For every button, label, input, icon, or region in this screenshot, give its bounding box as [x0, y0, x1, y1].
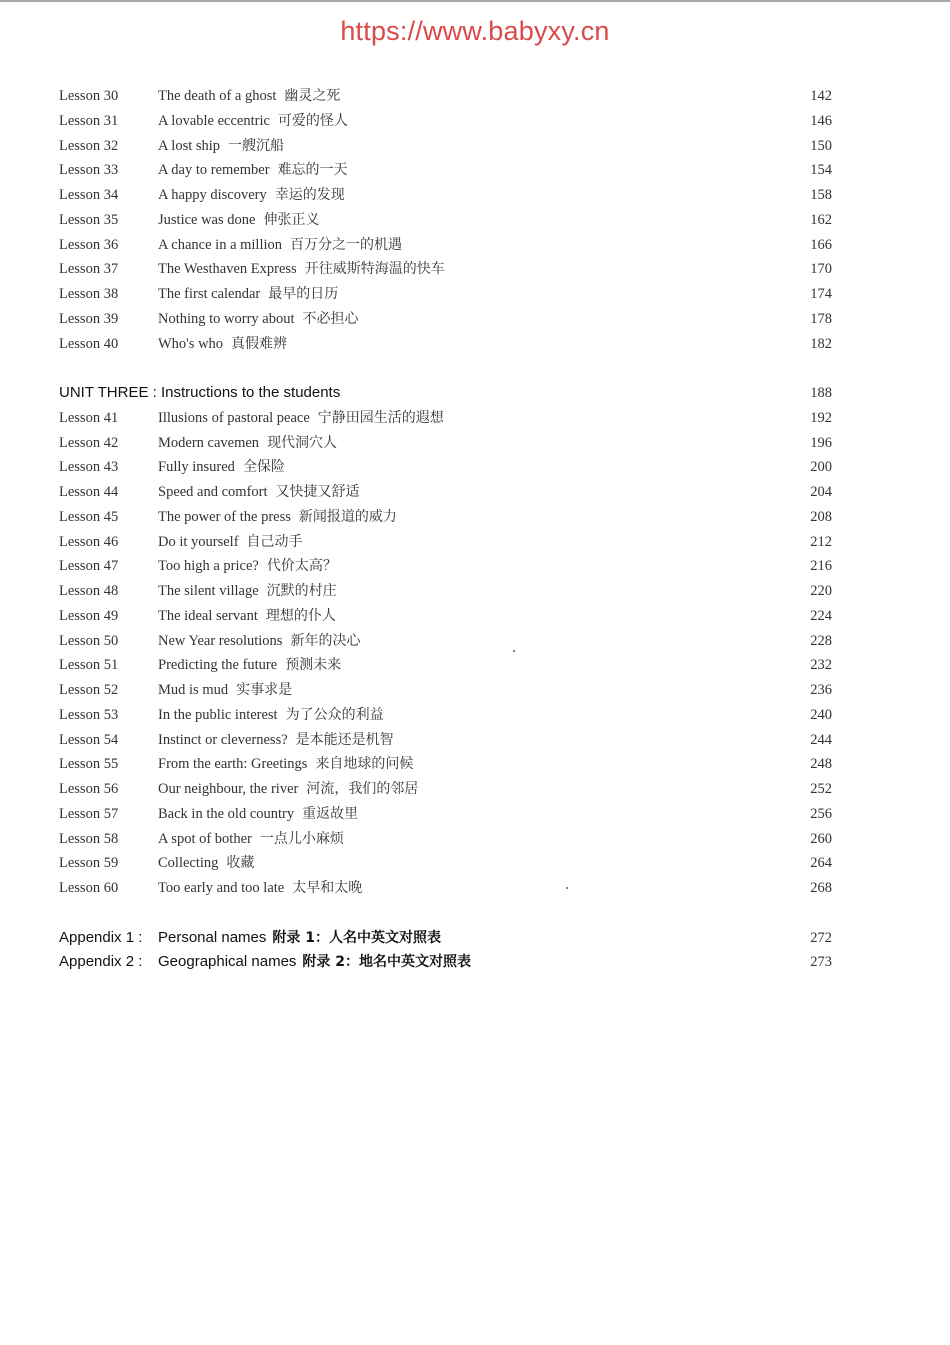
lesson-number: Lesson 57 — [59, 805, 119, 822]
appendix-row — [0, 926, 950, 951]
appendix-title-zh: 附录 1：人名中英文对照表 — [272, 929, 442, 946]
lesson-title-zh: 一点儿小麻烦 — [259, 830, 344, 847]
lesson-title-en: New Year resolutions — [158, 632, 283, 649]
spacer — [0, 356, 950, 381]
lesson-row — [0, 183, 950, 208]
page-number: 204 — [810, 484, 832, 500]
lesson-title-en: The ideal servant — [158, 607, 258, 624]
page-number: 150 — [810, 137, 832, 154]
lesson-row — [0, 109, 950, 134]
lesson-title-zh: 开往威斯特海温的快车 — [304, 261, 445, 278]
lesson-title-zh: 太早和太晚 — [292, 880, 363, 896]
lesson-row — [0, 257, 950, 282]
lesson-row — [0, 777, 950, 802]
lesson-number: Lesson 30 — [59, 88, 119, 104]
lesson-title — [158, 530, 303, 555]
lesson-title-zh: 真假难辨 — [231, 335, 288, 352]
lesson-title — [158, 183, 345, 208]
page-number: 174 — [810, 286, 832, 302]
lesson-row — [0, 678, 950, 703]
lesson-row — [0, 332, 950, 357]
lesson-title — [158, 307, 359, 332]
lesson-title — [158, 604, 336, 629]
lesson-title-zh: 可爱的怪人 — [277, 112, 348, 129]
lesson-row — [0, 629, 950, 654]
lesson-title-en: In the public interest — [158, 706, 278, 723]
lesson-number: Lesson 48 — [59, 583, 119, 599]
lesson-title — [158, 579, 337, 604]
appendix-title-en: Personal names — [158, 928, 267, 946]
lesson-row — [0, 802, 950, 827]
lesson-title — [158, 431, 337, 456]
page-number: 216 — [810, 558, 832, 575]
lesson-title — [158, 703, 384, 728]
lesson-title-en: Speed and comfort — [158, 484, 268, 500]
lesson-row — [0, 84, 950, 109]
lesson-title — [158, 777, 418, 802]
lesson-title — [158, 752, 413, 777]
lesson-title-en: A spot of bother — [158, 830, 252, 847]
lesson-title-en: Nothing to worry about — [158, 310, 295, 327]
lesson-number: Lesson 56 — [59, 781, 119, 797]
lesson-number: Lesson 50 — [59, 632, 119, 649]
appendices — [0, 926, 950, 976]
lesson-title — [158, 728, 394, 753]
lesson-row — [0, 158, 950, 183]
lesson-title-zh: 幸运的发现 — [274, 187, 345, 203]
lesson-title-zh: 沉默的村庄 — [266, 583, 337, 599]
lesson-title — [158, 554, 337, 579]
lesson-row — [0, 752, 950, 777]
lesson-row — [0, 455, 950, 480]
page-number: 192 — [810, 409, 832, 426]
lesson-title — [158, 208, 319, 233]
page-number: 272 — [810, 929, 832, 946]
page-number: 248 — [810, 756, 832, 773]
lesson-title-zh: 河流，我们的邻居 — [306, 781, 419, 797]
scan-speck — [566, 887, 568, 889]
lesson-row — [0, 530, 950, 555]
lesson-number: Lesson 35 — [59, 211, 119, 228]
lesson-title-zh: 全保险 — [242, 459, 285, 476]
lesson-title-en: A chance in a million — [158, 236, 283, 253]
lesson-row — [0, 703, 950, 728]
lesson-number: Lesson 31 — [59, 112, 119, 129]
watermark-url: https://www.babyxy.cn — [340, 16, 610, 46]
lesson-number: Lesson 33 — [59, 162, 119, 179]
lesson-number: Lesson 58 — [59, 830, 119, 847]
lesson-title — [158, 802, 358, 827]
lesson-number: Lesson 47 — [59, 558, 119, 575]
lesson-row — [0, 134, 950, 159]
lesson-row — [0, 406, 950, 431]
lesson-title-en: A lovable eccentric — [158, 112, 270, 129]
lesson-row — [0, 653, 950, 678]
lesson-row — [0, 579, 950, 604]
lesson-title-en: Our neighbour, the river — [158, 781, 299, 797]
lesson-title-en: Collecting — [158, 855, 219, 872]
lesson-number: Lesson 39 — [59, 310, 119, 327]
lesson-row — [0, 505, 950, 530]
lesson-title — [158, 827, 344, 852]
appendix-title — [158, 950, 471, 975]
lesson-number: Lesson 36 — [59, 236, 119, 253]
lesson-row — [0, 431, 950, 456]
lesson-number: Lesson 46 — [59, 533, 119, 550]
page-number: 256 — [810, 805, 832, 822]
lesson-number: Lesson 53 — [59, 706, 119, 723]
lesson-title — [158, 480, 360, 505]
page-number: 260 — [810, 830, 832, 847]
page-number: 264 — [810, 855, 832, 872]
lessons-30-40 — [0, 84, 950, 356]
lesson-title — [158, 653, 341, 678]
lesson-title-zh: 预测未来 — [285, 657, 342, 674]
lesson-title-en: Do it yourself — [158, 533, 239, 550]
lesson-title — [158, 629, 360, 654]
lesson-title-zh: 百万分之一的机遇 — [290, 236, 403, 253]
lesson-title — [158, 134, 284, 159]
lesson-title — [158, 851, 254, 876]
lesson-number: Lesson 54 — [59, 731, 119, 748]
lesson-title-en: A day to remember — [158, 162, 270, 179]
page-number: 232 — [810, 657, 832, 674]
page-number: 170 — [810, 261, 832, 278]
lesson-title-zh: 收藏 — [226, 855, 255, 872]
lesson-title — [158, 678, 292, 703]
lesson-number: Lesson 34 — [59, 187, 119, 203]
lesson-title-zh: 最早的日历 — [268, 286, 339, 302]
lesson-title-zh: 重返故里 — [302, 805, 359, 822]
page-number: 224 — [810, 607, 832, 624]
unit-page-number: 188 — [810, 385, 832, 401]
lesson-number: Lesson 59 — [59, 855, 119, 872]
page-number: 228 — [810, 632, 832, 649]
page-number: 244 — [810, 731, 832, 748]
page-number: 268 — [810, 880, 832, 896]
lesson-title-zh: 自己动手 — [246, 533, 303, 550]
lesson-title-en: Instinct or cleverness? — [158, 731, 288, 748]
page-number: 162 — [810, 211, 832, 228]
lesson-number: Lesson 52 — [59, 682, 119, 698]
page-number: 220 — [810, 583, 832, 599]
page-number: 252 — [810, 781, 832, 797]
lesson-title — [158, 332, 287, 357]
lesson-title-en: A happy discovery — [158, 187, 267, 203]
lesson-row — [0, 233, 950, 258]
lesson-title-zh: 伸张正义 — [263, 211, 320, 228]
lesson-title-zh: 代价太高？ — [266, 558, 337, 575]
lesson-title-en: The Westhaven Express — [158, 261, 297, 278]
top-rule — [0, 0, 950, 2]
lesson-title — [158, 109, 348, 134]
appendix-title-en: Geographical names — [158, 953, 297, 971]
lesson-title — [158, 876, 362, 901]
page-number: 154 — [810, 162, 832, 179]
page-number: 273 — [810, 954, 832, 971]
page-number: 212 — [810, 533, 832, 550]
lesson-row — [0, 282, 950, 307]
lesson-title-en: Mud is mud — [158, 682, 229, 698]
lesson-number: Lesson 38 — [59, 286, 119, 302]
lesson-title-en: Modern cavemen — [158, 434, 260, 451]
lesson-title-zh: 不必担心 — [302, 310, 359, 327]
lesson-title-zh: 理想的仆人 — [265, 607, 336, 624]
lesson-title — [158, 233, 402, 258]
lesson-title-zh: 幽灵之死 — [284, 88, 341, 104]
lesson-number: Lesson 42 — [59, 434, 119, 451]
unit-label: UNIT THREE : Instructions to the students — [59, 384, 341, 401]
lesson-number: Lesson 37 — [59, 261, 119, 278]
lesson-title-en: Who's who — [158, 335, 224, 352]
lesson-number: Lesson 51 — [59, 657, 119, 674]
lesson-title-en: Predicting the future — [158, 657, 278, 674]
page-number: 158 — [810, 187, 832, 203]
unit-three-heading — [0, 381, 950, 406]
lesson-title — [158, 257, 445, 282]
lesson-number: Lesson 43 — [59, 459, 119, 476]
lesson-row — [0, 554, 950, 579]
lesson-title-zh: 宁静田园生活的遐想 — [317, 409, 444, 426]
lesson-title-en: From the earth: Greetings — [158, 756, 308, 773]
lesson-title-en: Fully insured — [158, 459, 235, 476]
lesson-title-zh: 一艘沉船 — [228, 137, 285, 154]
lesson-number: Lesson 45 — [59, 508, 119, 525]
lesson-title-en: The power of the press — [158, 508, 291, 525]
appendix-label: Appendix 1 : — [59, 928, 143, 946]
lesson-title-en: Back in the old country — [158, 805, 295, 822]
lesson-title-zh: 为了公众的利益 — [285, 706, 384, 723]
lesson-row — [0, 728, 950, 753]
lesson-title-en: Illusions of pastoral peace — [158, 409, 310, 426]
lesson-title-zh: 实事求是 — [236, 682, 293, 698]
lesson-number: Lesson 44 — [59, 484, 119, 500]
page-number: 208 — [810, 508, 832, 525]
lesson-title-en: A lost ship — [158, 137, 221, 154]
page-number: 200 — [810, 459, 832, 476]
lesson-title — [158, 158, 348, 183]
page-number: 178 — [810, 310, 832, 327]
page-number: 166 — [810, 236, 832, 253]
lesson-title-en: Justice was done — [158, 211, 256, 228]
appendix-title — [158, 926, 441, 951]
lesson-row — [0, 307, 950, 332]
page-number: 236 — [810, 682, 832, 698]
lesson-number: Lesson 55 — [59, 756, 119, 773]
appendix-title-zh: 附录 2：地名中英文对照表 — [302, 954, 472, 971]
lesson-row — [0, 851, 950, 876]
lesson-title-en: The first calendar — [158, 286, 261, 302]
lesson-title — [158, 282, 338, 307]
lesson-title-zh: 新年的决心 — [290, 632, 361, 649]
lessons-41-60 — [0, 406, 950, 901]
lesson-row — [0, 208, 950, 233]
lesson-title-en: The death of a ghost — [158, 88, 277, 104]
lesson-title-zh: 来自地球的问候 — [315, 756, 414, 773]
lesson-title-en: Too high a price? — [158, 558, 259, 575]
page-number: 182 — [810, 335, 832, 352]
lesson-row — [0, 604, 950, 629]
page-number: 196 — [810, 434, 832, 451]
page-number: 142 — [810, 88, 832, 104]
table-of-contents — [0, 84, 950, 975]
lesson-title-zh: 又快捷又舒适 — [275, 484, 360, 500]
lesson-title — [158, 84, 340, 109]
lesson-number: Lesson 32 — [59, 137, 119, 154]
page-number: 240 — [810, 706, 832, 723]
lesson-title-zh: 是本能还是机智 — [295, 731, 394, 748]
lesson-row — [0, 876, 950, 901]
appendix-row — [0, 950, 950, 975]
lesson-number: Lesson 41 — [59, 409, 119, 426]
appendix-label: Appendix 2 : — [59, 953, 143, 971]
lesson-title-en: The silent village — [158, 583, 259, 599]
spacer — [0, 901, 950, 926]
lesson-number: Lesson 40 — [59, 335, 119, 352]
lesson-row — [0, 827, 950, 852]
lesson-title-en: Too early and too late — [158, 880, 285, 896]
lesson-title — [158, 455, 285, 480]
page-number: 146 — [810, 112, 832, 129]
lesson-number: Lesson 60 — [59, 880, 119, 896]
lesson-number: Lesson 49 — [59, 607, 119, 624]
lesson-title-zh: 现代洞穴人 — [267, 434, 338, 451]
lesson-title — [158, 505, 397, 530]
lesson-title — [158, 406, 444, 431]
lesson-title-zh: 难忘的一天 — [277, 162, 348, 179]
scan-speck — [513, 650, 515, 652]
lesson-title-zh: 新闻报道的威力 — [298, 508, 397, 525]
lesson-row — [0, 480, 950, 505]
